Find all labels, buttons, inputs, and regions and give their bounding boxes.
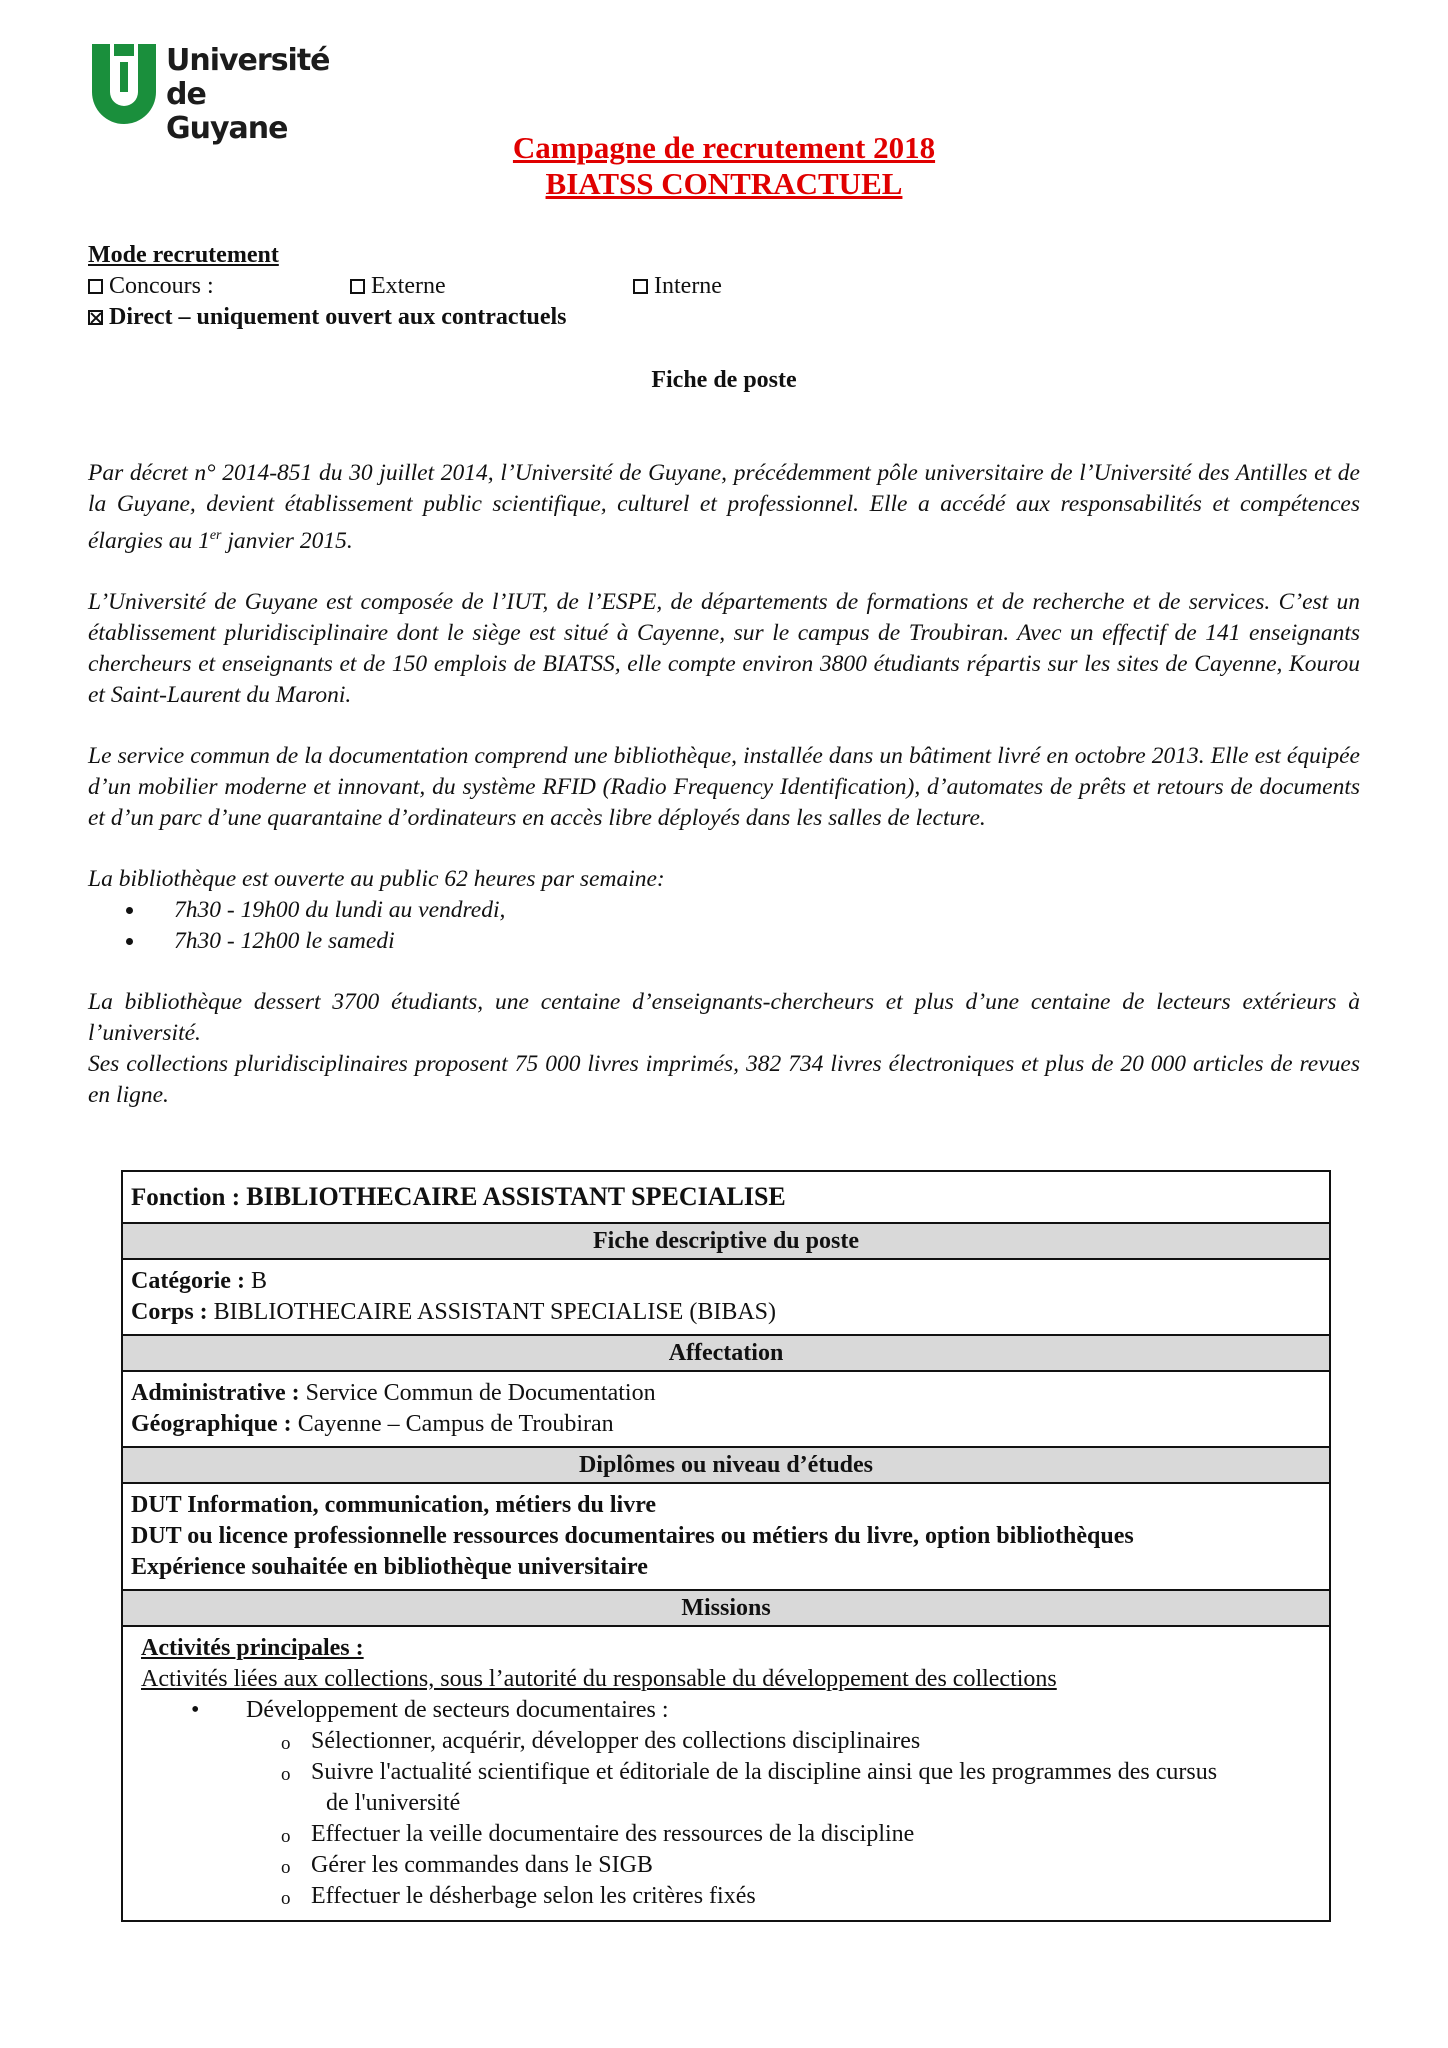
diplome-item: DUT Information, communication, métiers du livre — [131, 1492, 657, 1518]
mission-subitem: o Gérer les commandes dans le SIGB — [131, 1850, 1321, 1881]
title-line-1: Campagne de recrutement 2018 — [512, 130, 936, 165]
diplome-item: Expérience souhaitée en bibliothèque universitaire — [131, 1554, 648, 1580]
diplome-item: DUT ou licence professionnelle ressources documentaires ou métiers du livre, option bibliothèques — [131, 1523, 1134, 1549]
paragraph-2: L’Université de Guyane est composée de l’IUT, de l’ESPE, de départements de formations et de recherche et de services. C’est un établissement pluridisciplinaire dont le siège est situé à Cayenne, sur le campus de Troubiran. Avec un effectif de 141 enseignants chercheurs et enseignants et de 150 emplois de BIATSS, elle compte environ 3800 étudiants répartis sur les sites de Cayenne, Kourou et Saint-Laurent du Maroni. — [88, 588, 1360, 708]
diplomes-header: Diplômes ou niveau d’études — [123, 1448, 1329, 1484]
direct-label: Direct – uniquement ouvert aux contractuels — [109, 304, 567, 330]
activites-subtitle: Activités liées aux collections, sous l’autorité du responsable du développement des collections — [141, 1666, 1057, 1692]
activites-title: Activités principales : — [141, 1635, 364, 1661]
university-logo-icon — [88, 40, 160, 126]
affectation-cell — [123, 1372, 1329, 1448]
mission-bullet: • Développement de secteurs documentaires : — [131, 1695, 1321, 1726]
paragraph-1-text: Par décret n° 2014-851 du 30 juillet 2014, l’Université de Guyane, précédemment pôle universitaire de l’Université des Antilles et de la Guyane, devient établissement public scientifique, culturel et professionnel. Elle a accédé aux responsabilités et compétences élargies au 1 — [88, 460, 1360, 554]
title-line-2: BIATSS CONTRACTUEL — [545, 166, 903, 201]
recruitment-mode — [88, 240, 722, 333]
mode-heading: Mode recrutement — [88, 242, 279, 268]
mission-subitem-continuation: de l'université — [326, 1790, 461, 1816]
mode-options-row — [88, 271, 722, 302]
admin-label: Administrative : — [131, 1380, 300, 1406]
fiche-title: Fiche de poste — [651, 367, 797, 393]
geo-label: Géographique : — [131, 1411, 292, 1437]
fiche-header: Fiche descriptive du poste — [123, 1224, 1329, 1260]
hours-list — [88, 895, 1360, 957]
concours-checkbox[interactable] — [88, 279, 103, 294]
paragraph-3: Le service commun de la documentation comprend une bibliothèque, installée dans un bâtiment livré en octobre 2013. Elle est équipée d’un mobilier moderne et innovant, du système RFID (Radio Frequency Identification), d’automates de prêts et retours de documents et d’un parc d’une quarantaine d’ordinateurs en accès libre déployés dans les salles de lecture. — [88, 742, 1360, 831]
document-title — [0, 130, 1448, 202]
categorie-cell — [123, 1260, 1329, 1336]
mission-subitem: o Sélectionner, acquérir, développer des collections disciplinaires — [131, 1726, 1321, 1757]
externe-checkbox[interactable] — [350, 279, 365, 294]
missions-cell — [123, 1627, 1329, 1920]
mission-subitem: o Effectuer le désherbage selon les critères fixés — [131, 1881, 1321, 1912]
paragraph-1 — [88, 458, 1360, 557]
university-logo — [88, 40, 330, 146]
missions-header: Missions — [123, 1591, 1329, 1627]
paragraph-5b: Ses collections pluridisciplinaires proposent 75 000 livres imprimés, 382 734 livres électroniques et plus de 20 000 articles de revues en ligne. — [88, 1050, 1360, 1108]
affectation-header: Affectation — [123, 1336, 1329, 1372]
mission-subitem: o Effectuer la veille documentaire des ressources de la discipline — [131, 1819, 1321, 1850]
geo-value: Cayenne – Campus de Troubiran — [297, 1411, 614, 1437]
corps-label: Corps : — [131, 1299, 208, 1325]
concours-label: Concours : — [109, 273, 214, 299]
mission-subitem: o Suivre l'actualité scientifique et éditoriale de la discipline ainsi que les programmes des cursus — [131, 1757, 1321, 1788]
paragraph-1-sup: er — [209, 528, 222, 543]
paragraph-1-end: janvier 2015. — [221, 527, 353, 554]
direct-row — [88, 302, 567, 333]
interne-checkbox[interactable] — [633, 279, 648, 294]
hours-item: • 7h30 - 12h00 le samedi — [146, 926, 1360, 957]
direct-checkbox[interactable] — [88, 310, 103, 325]
categorie-label: Catégorie : — [131, 1268, 245, 1294]
fonction-value: BIBLIOTHECAIRE ASSISTANT SPECIALISE — [246, 1182, 786, 1211]
fonction-label: Fonction : — [131, 1184, 241, 1211]
categorie-value: B — [250, 1268, 267, 1294]
job-table — [121, 1170, 1331, 1922]
admin-value: Service Commun de Documentation — [305, 1380, 656, 1406]
intro-text — [88, 458, 1360, 1141]
diplomes-cell — [123, 1484, 1329, 1591]
paragraph-4: La bibliothèque est ouverte au public 62 heures par semaine: — [88, 865, 665, 892]
paragraph-5a: La bibliothèque dessert 3700 étudiants, une centaine d’enseignants-chercheurs et plus d’une centaine de lecteurs extérieurs à l’université. — [88, 988, 1360, 1046]
corps-value: BIBLIOTHECAIRE ASSISTANT SPECIALISE (BIBAS) — [213, 1299, 777, 1325]
interne-label: Interne — [654, 273, 722, 299]
logo-line2: de Guyane — [166, 77, 288, 146]
fonction-row — [123, 1172, 1329, 1224]
hours-item: • 7h30 - 19h00 du lundi au vendredi, — [146, 895, 1360, 926]
logo-line1: Université — [166, 43, 330, 78]
externe-label: Externe — [371, 273, 446, 299]
